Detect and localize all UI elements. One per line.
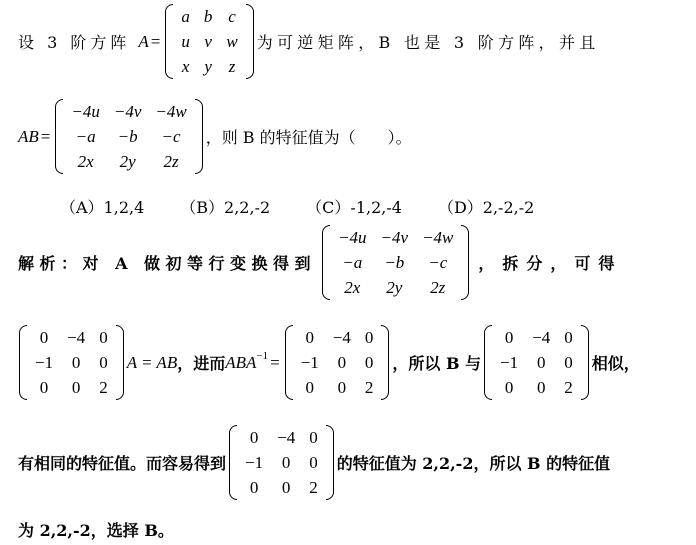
- matrix-cell: 0: [564, 353, 573, 372]
- matrix-P-1: [19, 325, 124, 400]
- matrix-cell: −1: [245, 453, 264, 472]
- solution-text-4: 有相同的特征值。而容易得到: [18, 454, 227, 473]
- matrix-cell: 0: [536, 353, 546, 372]
- matrix-A: [165, 4, 253, 79]
- matrix-cell: 0: [249, 478, 259, 497]
- matrix-AB: [55, 99, 202, 174]
- matrix-cell: −4w: [155, 102, 187, 121]
- option-d[interactable]: （D）2,-2,-2: [437, 198, 535, 217]
- option-b[interactable]: （B）2,2,-2: [180, 198, 271, 217]
- matrix-P-2: [285, 325, 390, 400]
- matrix-row: [238, 475, 325, 500]
- matrix-row: [294, 325, 381, 350]
- matrix-cell: 2z: [163, 152, 179, 171]
- matrix-cell: 0: [71, 353, 81, 372]
- matrix-AB-table: [64, 99, 193, 174]
- solution-text-3: ，所以 B 与: [392, 354, 482, 373]
- matrix-cell: 0: [504, 328, 514, 347]
- matrix-P-3: [484, 325, 589, 400]
- matrix-row: [294, 350, 381, 375]
- question-text-1: 设 3 阶方阵: [18, 33, 131, 52]
- matrix-row: [174, 29, 244, 54]
- label-AB: AB: [18, 126, 39, 146]
- matrix-cell: 0: [281, 453, 291, 472]
- matrix-cell: −4: [67, 328, 86, 347]
- matrix-cell: 2: [364, 378, 374, 397]
- matrix-cell: 0: [536, 378, 546, 397]
- matrix-cell: −b: [384, 253, 405, 272]
- matrix-AB-solution: [322, 225, 469, 300]
- matrix-cell: −4: [332, 328, 351, 347]
- eq-A-AB: A = AB: [126, 352, 178, 372]
- matrix-cell: 0: [305, 378, 314, 397]
- matrix-cell: 0: [337, 353, 347, 372]
- matrix-row: [174, 54, 244, 79]
- matrix-AB-solution-table: [331, 225, 460, 300]
- equals-3: =: [270, 352, 280, 372]
- matrix-cell: 0: [99, 328, 108, 347]
- matrix-cell: −a: [342, 253, 363, 272]
- option-c[interactable]: （C）-1,2,-4: [306, 198, 402, 217]
- question-text-2: 为可逆矩阵，B 也是 3 阶方阵，并且: [256, 33, 600, 52]
- matrix-row: [331, 275, 460, 300]
- inverse-exponent: −1: [256, 349, 269, 362]
- matrix-cell: 2z: [430, 278, 446, 297]
- matrix-cell: −1: [300, 353, 319, 372]
- matrix-cell: 0: [281, 478, 291, 497]
- matrix-cell: 0: [71, 378, 81, 397]
- matrix-cell: 0: [249, 428, 259, 447]
- matrix-cell: −4u: [338, 228, 367, 247]
- matrix-row: [493, 350, 580, 375]
- matrix-cell: 2x: [77, 152, 94, 171]
- matrix-row: [493, 375, 580, 400]
- solution-text-2: ，进而: [177, 354, 226, 373]
- matrix-cell: −4: [277, 428, 296, 447]
- solution-line-2: [16, 325, 640, 400]
- solution-line-1: [18, 225, 622, 300]
- solution-text-1: 解析：对 A 做初等行变换得到: [18, 254, 317, 273]
- matrix-row: [294, 375, 381, 400]
- matrix-P-2-table: [294, 325, 381, 400]
- equals-2: =: [40, 126, 51, 146]
- matrix-cell: b: [203, 7, 213, 26]
- matrix-row: [493, 325, 580, 350]
- matrix-cell: −c: [428, 253, 448, 272]
- matrix-row: [64, 99, 193, 124]
- matrix-cell: −a: [75, 127, 96, 146]
- solution-line-3: [18, 425, 610, 500]
- matrix-A-table: [174, 4, 244, 79]
- matrix-cell: 0: [99, 353, 108, 372]
- matrix-cell: −4w: [422, 228, 454, 247]
- matrix-cell: −c: [161, 127, 181, 146]
- solution-line-4: [18, 518, 174, 541]
- matrix-cell: u: [181, 32, 190, 51]
- matrix-row: [238, 425, 325, 450]
- matrix-cell: 2: [309, 478, 318, 497]
- solution-text-5: 为 2,2,-2，选择 B。: [18, 521, 174, 540]
- matrix-row: [238, 450, 325, 475]
- matrix-P-4-table: [238, 425, 325, 500]
- matrix-cell: w: [226, 32, 238, 51]
- matrix-cell: 0: [309, 453, 318, 472]
- solution-text-4-end: 的特征值为 2,2,-2，所以 B 的特征值: [336, 454, 611, 473]
- matrix-cell: −4v: [113, 102, 142, 121]
- matrix-cell: y: [204, 57, 212, 76]
- matrix-cell: 2x: [344, 278, 361, 297]
- matrix-row: [331, 250, 460, 275]
- matrix-cell: 0: [309, 428, 318, 447]
- matrix-cell: 0: [305, 328, 314, 347]
- matrix-cell: −4: [532, 328, 551, 347]
- matrix-cell: 0: [39, 378, 49, 397]
- matrix-cell: a: [181, 7, 190, 26]
- question-text-3: ，则 B 的特征值为（ ）。: [205, 128, 412, 147]
- matrix-cell: 2y: [119, 152, 136, 171]
- matrix-cell: 2y: [386, 278, 403, 297]
- matrix-row: [28, 375, 115, 400]
- matrix-cell: 0: [39, 328, 49, 347]
- matrix-cell: 2: [99, 378, 108, 397]
- options-row: [60, 195, 570, 218]
- equals: =: [150, 31, 161, 51]
- matrix-cell: −4u: [71, 102, 100, 121]
- matrix-cell: −1: [35, 353, 54, 372]
- question-line-2: [18, 99, 412, 174]
- matrix-cell: −4v: [380, 228, 409, 247]
- matrix-cell: 0: [504, 378, 514, 397]
- matrix-cell: 0: [364, 328, 374, 347]
- matrix-cell: v: [204, 32, 212, 51]
- matrix-cell: x: [181, 57, 190, 76]
- matrix-row: [28, 325, 115, 350]
- matrix-row: [174, 4, 244, 29]
- matrix-row: [64, 124, 193, 149]
- matrix-cell: −1: [500, 353, 519, 372]
- matrix-cell: 0: [337, 378, 347, 397]
- matrix-P-3-table: [493, 325, 580, 400]
- matrix-cell: 2: [564, 378, 573, 397]
- matrix-row: [331, 225, 460, 250]
- option-a[interactable]: （A）1,2,4: [60, 198, 145, 217]
- matrix-row: [64, 149, 193, 174]
- aba-label: ABA: [225, 352, 257, 372]
- matrix-P-4: [229, 425, 334, 500]
- solution-text-3-end: 相似，: [591, 354, 640, 373]
- matrix-cell: 0: [564, 328, 573, 347]
- matrix-cell: −b: [117, 127, 138, 146]
- matrix-cell: z: [228, 57, 236, 76]
- solution-text-1-end: ，拆分，可得: [478, 254, 623, 273]
- label-A: A: [138, 31, 149, 51]
- matrix-P-1-table: [28, 325, 115, 400]
- matrix-cell: c: [228, 7, 236, 26]
- matrix-cell: 0: [364, 353, 374, 372]
- question-line-1: [18, 4, 600, 79]
- matrix-row: [28, 350, 115, 375]
